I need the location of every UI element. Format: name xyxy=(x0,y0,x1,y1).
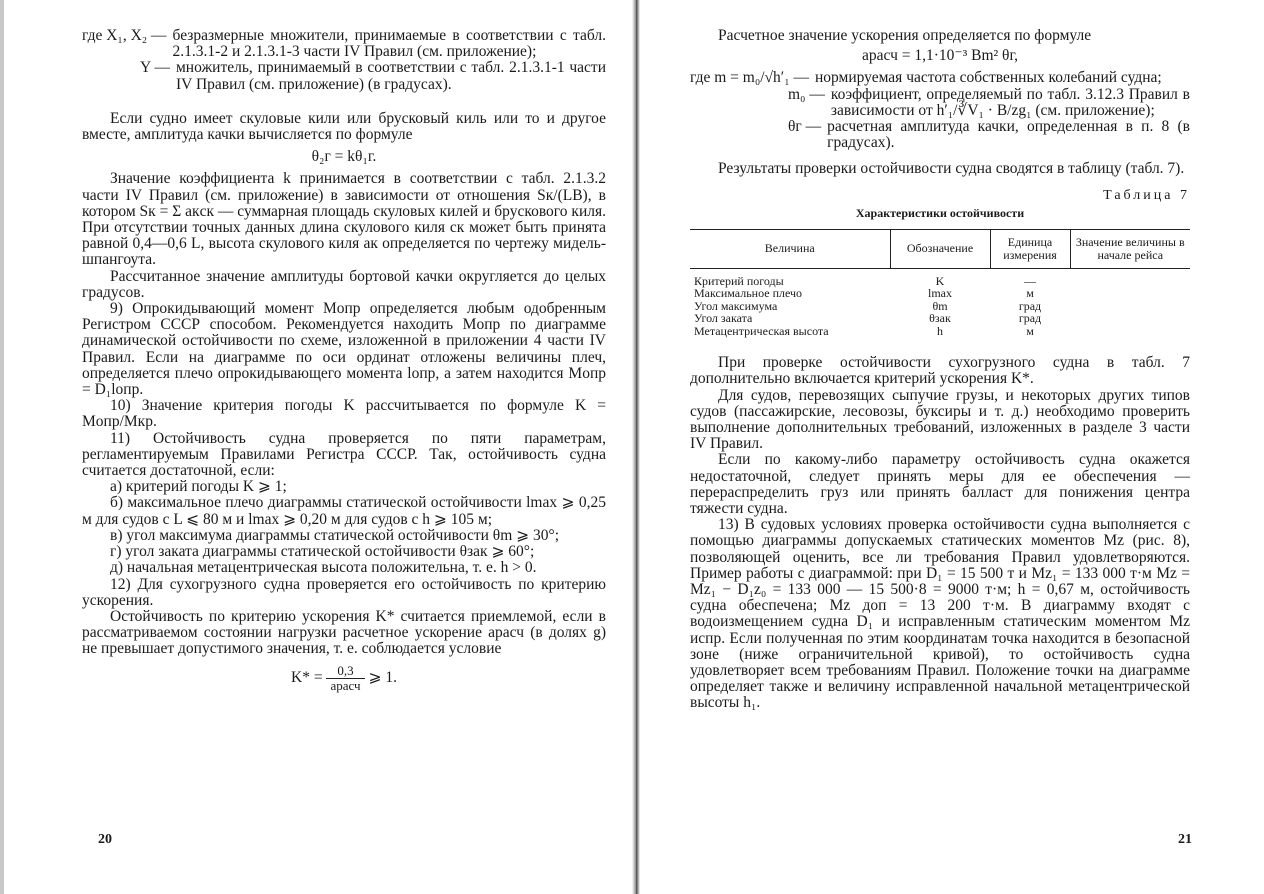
paragraph: Значение коэффициента k принимается в соответствии с табл. 2.1.3.2 части IV Правил (см. приложение) в зависимости от отношения Sк/(LB), в котором Sк = Σ aкcк — суммарная площадь скуловых килей и брускового киля. При отсутствии точных данных длина скулового киля cк может быть принята равной 0,4—0,6 L, высота скулового киля aк определяется по чертежу мидель-шпангоута. xyxy=(82,170,606,269)
formula-fraction xyxy=(326,664,364,693)
paragraph: Результаты проверки остойчивости судна сводятся в таблицу (табл. 7). xyxy=(718,160,1185,178)
table-row xyxy=(690,312,1190,325)
page-number-left: 20 xyxy=(98,832,112,847)
table-title: Характеристики остойчивости xyxy=(855,205,1025,220)
definition-m xyxy=(690,70,1190,86)
table-header-cell: Обозначение xyxy=(890,229,990,268)
definition-text: нормируемая частота собственных колебаний судна; xyxy=(814,69,1162,87)
definition-text: множитель, принимаемый в соответствии с табл. 2.1.3.1-1 части IV Правил (см. приложение) (в градусах). xyxy=(176,59,606,93)
table-row xyxy=(690,268,1190,287)
paragraph: 9) Опрокидывающий момент Mопр определяется любым одобренным Регистром СССР способом. Рекомендуется находить Mопр по диаграмме динамической остойчивости по схеме, изложенной в приложении 4 части IV Правил. Если на диаграмме по оси ординат отложены величины плеч, определяется плечо опрокидывающего момента lопр, а затем находится Mопр = D₁lопр. xyxy=(82,300,606,399)
table-cell: lmax xyxy=(928,286,952,301)
table-header-cell: Величина xyxy=(690,229,890,268)
paragraph: Если судно имеет скуловые кили или брусковый киль или то и другое вместе, амплитуда качки вычисляется по формуле xyxy=(82,109,606,144)
table-cell: град xyxy=(1018,298,1042,313)
paragraph: Остойчивость по критерию ускорения K* считается приемлемой, если в рассматриваемом состоянии нагрузки расчетное ускорение aрасч (в долях g) не превышает допустимого значения, т. е. соблюдается условие xyxy=(82,607,606,658)
definition-term: m₀ — xyxy=(788,85,825,103)
paragraph: Если по какому-либо параметру остойчивость судна окажется недостаточной, следует принять меры для ее обеспечения — перераспределить груз или принять балласт для понижения центра тяжести судна. xyxy=(690,451,1190,517)
table-row xyxy=(690,287,1190,300)
table-cell xyxy=(1070,287,1190,300)
formula-lhs: K* = xyxy=(291,668,323,686)
paragraph: Расчетное значение ускорения определяется по формуле xyxy=(718,27,1092,44)
table-cell xyxy=(1070,312,1190,325)
table-cell xyxy=(1070,325,1190,338)
formula-k-star xyxy=(82,664,606,693)
page-edge xyxy=(0,0,4,894)
definition-term: Y — xyxy=(140,59,170,77)
paragraph: Для судов, перевозящих сыпучие грузы, и некоторых других типов судов (пассажирские, лесовозы, буксиры и т. д.) необходимо проверить выполнение дополнительных требований, изложенных в разделе 3 части IV Правил. xyxy=(690,386,1190,453)
formula-rhs: ⩾ 1. xyxy=(368,668,397,686)
table-cell: Критерий погоды xyxy=(694,273,784,288)
right-page xyxy=(690,28,1190,712)
table-cell xyxy=(1070,268,1190,287)
table-block xyxy=(690,188,1190,338)
table-row xyxy=(690,325,1190,338)
table-cell: Метацентрическая высота xyxy=(694,323,829,338)
definition-text: расчетная амплитуда качки, определенная в п. 8 (в градусах). xyxy=(827,118,1190,152)
table-cell: K xyxy=(935,273,945,288)
formula: θ₂г = kθ₁г. xyxy=(311,148,377,166)
left-page xyxy=(82,28,606,693)
fraction-numerator: 0,3 xyxy=(326,664,364,679)
list-item: д) начальная метацентрическая высота положительна, т. е. h > 0. xyxy=(110,559,537,577)
table-cell: θm xyxy=(932,298,948,313)
table-cell: h xyxy=(937,323,943,338)
table-cell: град xyxy=(1018,311,1042,326)
definition-term: θг — xyxy=(788,118,822,136)
paragraph: 13) В судовых условиях проверка остойчивости судна выполняется с помощью диаграммы допускаемых статических моментов Mz (рис. 8), позволяющей оценить, все ли требования Правил удовлетворяются. Пример работы с диаграммой: при D₁ = 15 500 т и Mz₁ = 133 000 т·м Mz = Mz₁ − D₁z₀ = 133 000 — 15 500·8 = 9000 т·м; h = 0,67 м, остойчивость судна обеспечена; Mz доп = 13 200 т·м. В диаграмму входят с водоизмещением судна D₁ и исправленным статическим моментом Mz испр. Если полученная по этим координатам точка находится в безопасной зоне (ниже ограничительной кривой), то остойчивость судна удовлетворяет всем требованиям Правил. Положение точки на диаграмме определяет также и величину исправленной начальной метацентрической высоты h₁. xyxy=(690,516,1190,712)
list-item: в) угол максимума диаграммы статической остойчивости θm ⩾ 30°; xyxy=(110,526,560,544)
table-cell: Угол заката xyxy=(694,311,753,326)
definition-text: коэффициент, определяемый по табл. 3.12.3 Правил в зависимости от h′₁/∛V₁ · B/zg₁ (см. приложение); xyxy=(830,85,1190,119)
definition-y xyxy=(82,60,606,92)
table-cell: — xyxy=(1024,273,1036,288)
table-caption: Таблица 7 xyxy=(1103,187,1190,203)
list-item: б) максимальное плечо диаграммы статической остойчивости lmax ⩾ 0,25 м для судов с L ⩽ 80 м и lmax ⩾ 0,20 м для судов с h ⩾ 105 м; xyxy=(82,494,606,528)
spacer xyxy=(82,93,606,111)
table-cell: θзак xyxy=(929,311,951,326)
table-header-cell: Единица измерения xyxy=(990,229,1070,268)
stability-table xyxy=(690,229,1190,338)
paragraph: 12) Для сухогрузного судна проверяется его остойчивость по критерию ускорения. xyxy=(82,575,606,609)
list-item: а) критерий погоды K ⩾ 1; xyxy=(110,478,287,496)
table-header-cell: Значение величины в начале рейса xyxy=(1070,229,1190,268)
definition-term: где m = m₀/√h′₁ — xyxy=(690,69,809,87)
book-fold xyxy=(632,0,640,894)
table-header-row xyxy=(690,229,1190,268)
table-cell: Угол максимума xyxy=(694,298,778,313)
table-cell xyxy=(1070,300,1190,313)
paragraph: Рассчитанное значение амплитуды бортовой качки округляется до целых градусов. xyxy=(82,267,606,301)
table-cell: м xyxy=(1026,286,1034,301)
page-number-right: 21 xyxy=(1178,832,1192,847)
table-cell: Максимальное плечо xyxy=(694,286,803,301)
table-cell: м xyxy=(1026,323,1034,338)
definition-term: где X₁, X₂ — xyxy=(82,27,167,44)
paragraph: 11) Остойчивость судна проверяется по пяти параметрам, регламентируемым Правилами Регистра СССР. Так, остойчивость судна считается достаточной, если: xyxy=(82,429,606,480)
fraction-denominator: aрасч xyxy=(330,677,361,693)
paragraph: При проверке остойчивости сухогрузного судна в табл. 7 дополнительно включается критерий ускорения K*. xyxy=(690,354,1190,388)
paragraph: 10) Значение критерия погоды K рассчитывается по формуле K = Mопр/Mкр. xyxy=(82,397,606,431)
definition-m0 xyxy=(690,87,1190,119)
definition-x xyxy=(82,28,606,60)
definition-text: безразмерные множители, принимаемые в соответствии с табл. 2.1.3.1-2 и 2.1.3.1-3 части IV Правил (см. приложение); xyxy=(172,27,606,61)
list-item: г) угол заката диаграммы статической остойчивости θзак ⩾ 60°; xyxy=(110,543,535,561)
definition-theta xyxy=(690,119,1190,151)
formula: aрасч = 1,1·10⁻³ Bm² θг, xyxy=(862,47,1018,65)
